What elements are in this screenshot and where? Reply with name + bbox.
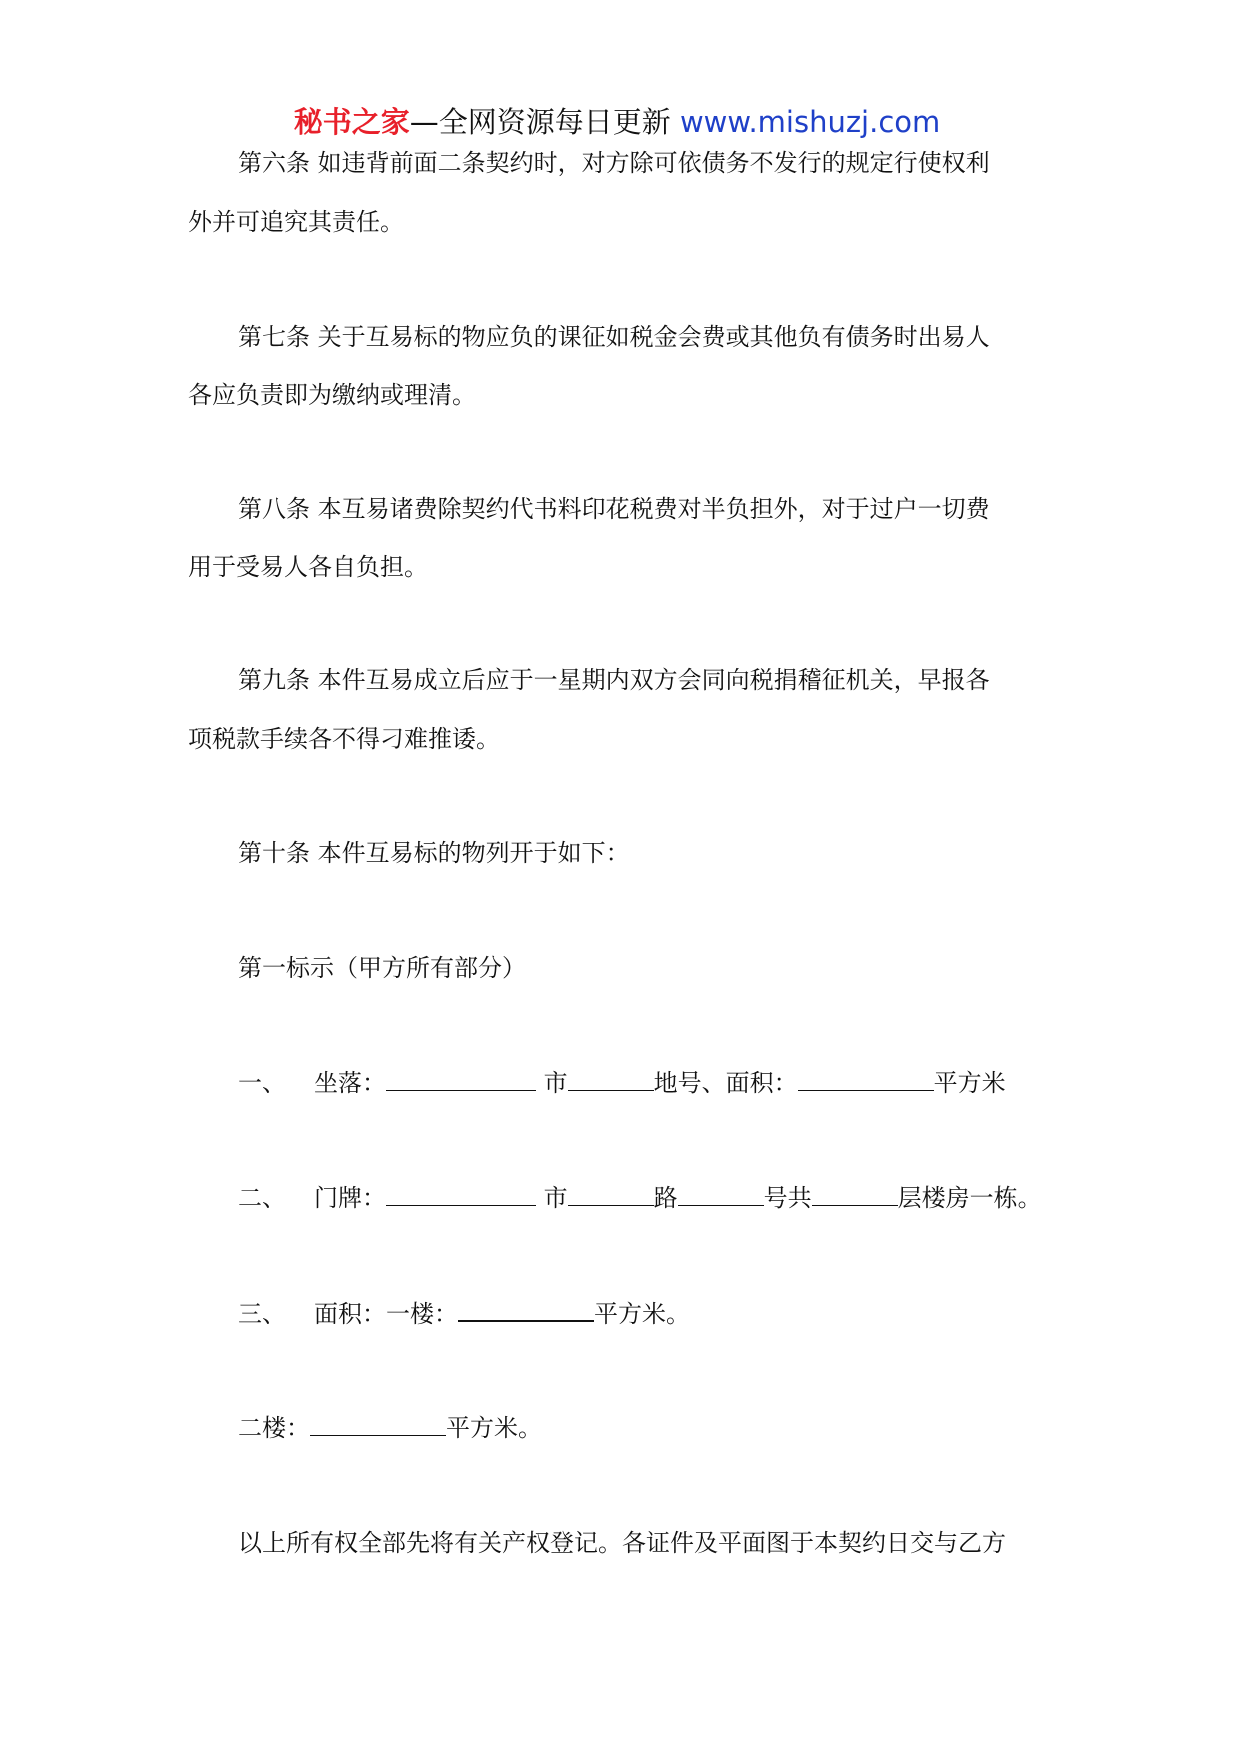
item-2	[238, 1181, 1042, 1215]
item-2-label: 门牌：	[314, 1184, 386, 1212]
item-2-city: 市	[543, 1184, 568, 1212]
item-2-floors: 层楼房一栋。	[897, 1184, 1042, 1212]
doorplate-city-blank[interactable]	[568, 1181, 654, 1206]
second-floor-area-blank[interactable]	[310, 1411, 446, 1436]
item-3-label: 面积：一楼：	[314, 1300, 458, 1328]
closing-line: 以上所有权全部先将有关产权登记。各证件及平面图于本契约日交与乙方	[238, 1529, 1006, 1557]
article-6-line-1: 第六条 如违背前面二条契约时，对方除可依债务不发行的规定行使权利	[238, 149, 990, 177]
article-8-line-2: 用于受易人各自负担。	[188, 553, 428, 581]
doorplate-blank[interactable]	[386, 1181, 536, 1206]
article-7-line-1: 第七条 关于互易标的物应负的课征如税金会费或其他负有债务时出易人	[238, 323, 990, 351]
item-2-road: 路	[653, 1184, 678, 1212]
item-1-plot: 地号、面积：	[653, 1069, 798, 1097]
road-blank[interactable]	[678, 1181, 764, 1206]
item-4-unit: 平方米。	[446, 1414, 542, 1442]
first-floor-area-blank[interactable]	[458, 1296, 594, 1322]
item-1-city: 市	[543, 1069, 568, 1097]
floors-blank[interactable]	[812, 1181, 898, 1206]
header-tagline: —全网资源每日更新	[409, 105, 671, 139]
article-9-line-2: 项税款手续各不得刁难推诿。	[188, 725, 500, 753]
city-blank[interactable]	[568, 1066, 654, 1091]
article-7-line-2: 各应负责即为缴纳或理清。	[188, 381, 476, 409]
item-4	[238, 1411, 542, 1445]
article-9-line-1: 第九条 本件互易成立后应于一星期内双方会同向税捐稽征机关，早报各	[238, 666, 990, 694]
item-4-label: 二楼：	[238, 1414, 310, 1442]
item-1	[238, 1066, 1006, 1100]
item-3-number: 三、	[238, 1300, 286, 1328]
item-2-number: 二、	[238, 1184, 286, 1212]
item-2-house-number: 号共	[763, 1184, 812, 1212]
item-1-label: 坐落：	[314, 1069, 386, 1097]
article-10: 第十条 本件互易标的物列开于如下：	[238, 839, 630, 867]
header-brand: 秘书之家	[293, 105, 410, 139]
area-blank[interactable]	[798, 1066, 934, 1091]
location-blank[interactable]	[386, 1066, 536, 1091]
item-3	[238, 1296, 690, 1331]
article-6-line-2: 外并可追究其责任。	[188, 208, 404, 236]
header-url[interactable]: www.mishuzj.com	[679, 105, 941, 139]
item-3-unit: 平方米。	[594, 1300, 690, 1328]
section-title: 第一标示（甲方所有部分）	[238, 954, 526, 982]
page-header	[0, 102, 1234, 142]
article-8-line-1: 第八条 本互易诸费除契约代书料印花税费对半负担外，对于过户一切费	[238, 495, 990, 523]
item-1-unit: 平方米	[933, 1069, 1006, 1097]
item-1-number: 一、	[238, 1069, 286, 1097]
